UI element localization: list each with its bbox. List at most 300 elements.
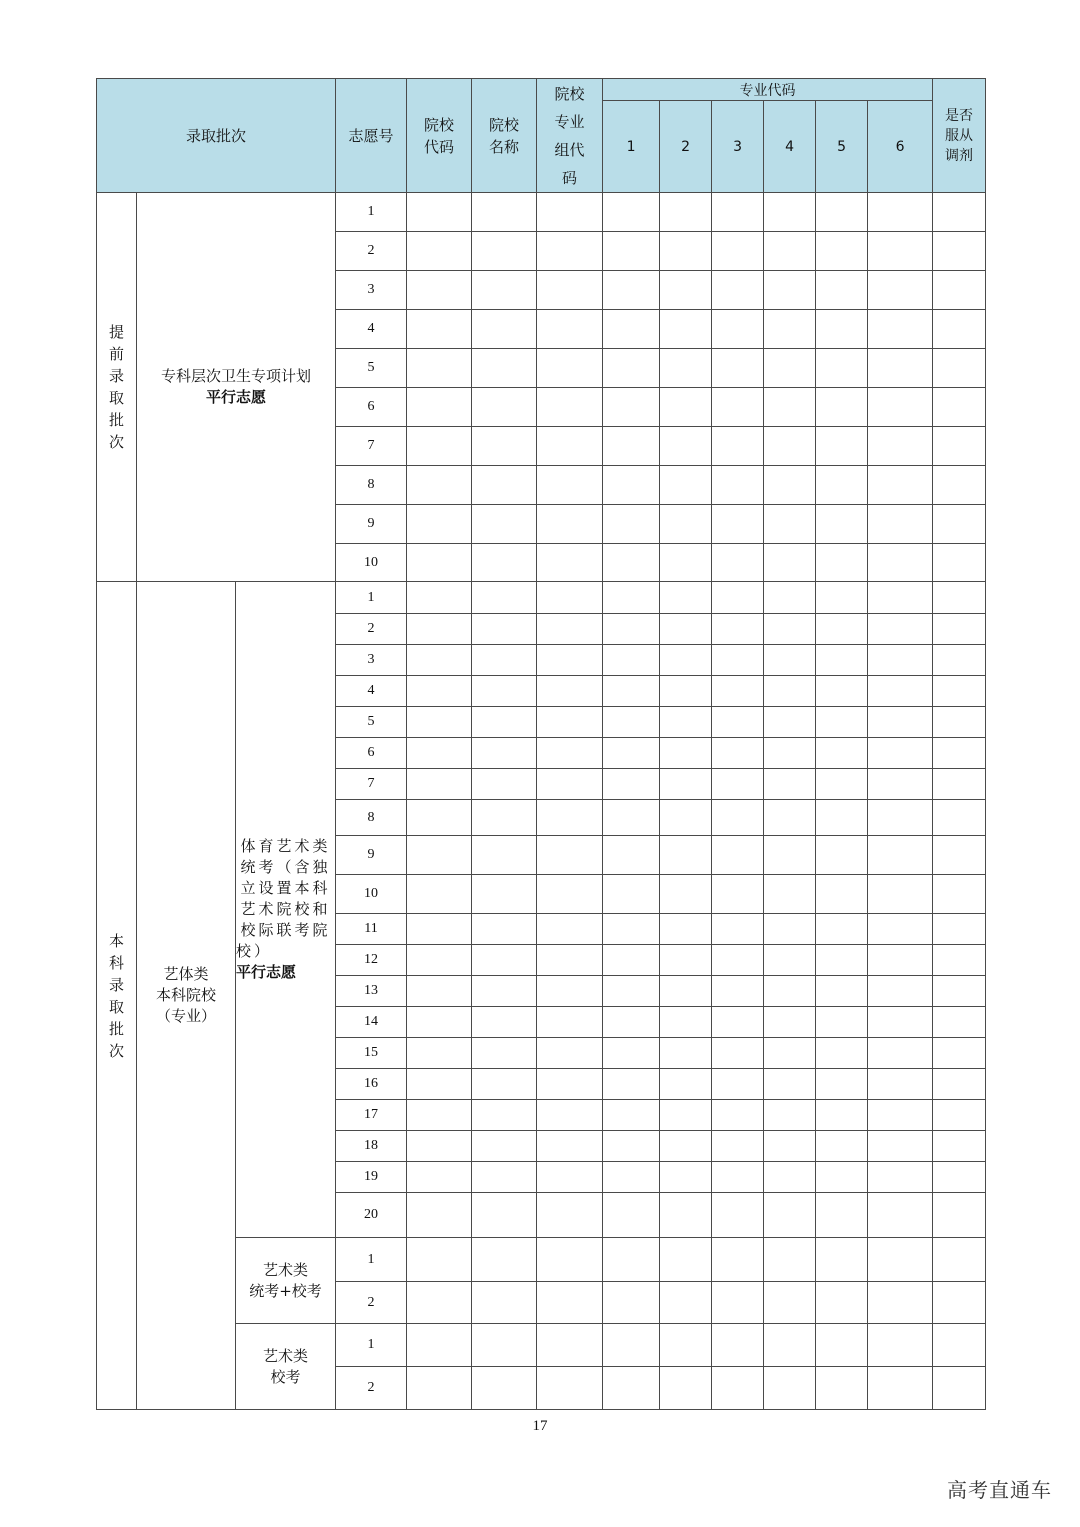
input-cell[interactable] [660, 310, 712, 349]
input-cell[interactable] [764, 193, 816, 232]
input-cell[interactable] [603, 232, 660, 271]
input-cell[interactable] [537, 193, 603, 232]
input-cell[interactable] [712, 1282, 764, 1324]
input-cell[interactable] [603, 505, 660, 544]
input-cell[interactable] [407, 738, 472, 769]
input-cell[interactable] [764, 505, 816, 544]
input-cell[interactable] [712, 1162, 764, 1193]
input-cell[interactable] [868, 1367, 933, 1410]
input-cell[interactable] [537, 914, 603, 945]
input-cell[interactable] [712, 1131, 764, 1162]
input-cell[interactable] [764, 914, 816, 945]
input-cell[interactable] [603, 875, 660, 914]
input-cell[interactable] [868, 645, 933, 676]
input-cell[interactable] [537, 707, 603, 738]
input-cell[interactable] [816, 676, 868, 707]
input-cell[interactable] [933, 1282, 986, 1324]
input-cell[interactable] [407, 945, 472, 976]
input-cell[interactable] [816, 1069, 868, 1100]
input-cell[interactable] [537, 271, 603, 310]
input-cell[interactable] [603, 1007, 660, 1038]
input-cell[interactable] [603, 645, 660, 676]
input-cell[interactable] [933, 427, 986, 466]
input-cell[interactable] [603, 1100, 660, 1131]
input-cell[interactable] [472, 388, 537, 427]
input-cell[interactable] [764, 614, 816, 645]
input-cell[interactable] [660, 271, 712, 310]
input-cell[interactable] [407, 1038, 472, 1069]
input-cell[interactable] [537, 676, 603, 707]
input-cell[interactable] [816, 738, 868, 769]
input-cell[interactable] [603, 1069, 660, 1100]
input-cell[interactable] [660, 1324, 712, 1367]
input-cell[interactable] [472, 836, 537, 875]
input-cell[interactable] [407, 1324, 472, 1367]
input-cell[interactable] [712, 836, 764, 875]
input-cell[interactable] [816, 1131, 868, 1162]
input-cell[interactable] [603, 349, 660, 388]
input-cell[interactable] [933, 1069, 986, 1100]
input-cell[interactable] [603, 836, 660, 875]
input-cell[interactable] [816, 1324, 868, 1367]
input-cell[interactable] [933, 582, 986, 614]
input-cell[interactable] [472, 505, 537, 544]
input-cell[interactable] [472, 232, 537, 271]
input-cell[interactable] [472, 1162, 537, 1193]
input-cell[interactable] [407, 388, 472, 427]
input-cell[interactable] [660, 1100, 712, 1131]
input-cell[interactable] [868, 769, 933, 800]
input-cell[interactable] [933, 914, 986, 945]
input-cell[interactable] [712, 544, 764, 582]
input-cell[interactable] [660, 1007, 712, 1038]
input-cell[interactable] [933, 544, 986, 582]
input-cell[interactable] [816, 614, 868, 645]
input-cell[interactable] [816, 1238, 868, 1282]
input-cell[interactable] [407, 1131, 472, 1162]
input-cell[interactable] [660, 1238, 712, 1282]
input-cell[interactable] [603, 427, 660, 466]
input-cell[interactable] [764, 738, 816, 769]
input-cell[interactable] [603, 1193, 660, 1238]
input-cell[interactable] [764, 1282, 816, 1324]
input-cell[interactable] [816, 1162, 868, 1193]
input-cell[interactable] [472, 976, 537, 1007]
input-cell[interactable] [868, 232, 933, 271]
input-cell[interactable] [868, 836, 933, 875]
input-cell[interactable] [712, 676, 764, 707]
input-cell[interactable] [407, 976, 472, 1007]
input-cell[interactable] [537, 1162, 603, 1193]
input-cell[interactable] [712, 614, 764, 645]
input-cell[interactable] [868, 1324, 933, 1367]
input-cell[interactable] [537, 427, 603, 466]
input-cell[interactable] [660, 193, 712, 232]
input-cell[interactable] [764, 875, 816, 914]
input-cell[interactable] [472, 738, 537, 769]
input-cell[interactable] [537, 614, 603, 645]
input-cell[interactable] [660, 945, 712, 976]
input-cell[interactable] [712, 769, 764, 800]
input-cell[interactable] [472, 1100, 537, 1131]
input-cell[interactable] [933, 193, 986, 232]
input-cell[interactable] [472, 271, 537, 310]
input-cell[interactable] [764, 349, 816, 388]
input-cell[interactable] [764, 582, 816, 614]
input-cell[interactable] [712, 505, 764, 544]
input-cell[interactable] [407, 769, 472, 800]
input-cell[interactable] [712, 738, 764, 769]
input-cell[interactable] [868, 427, 933, 466]
input-cell[interactable] [603, 800, 660, 836]
input-cell[interactable] [933, 800, 986, 836]
input-cell[interactable] [407, 193, 472, 232]
input-cell[interactable] [816, 1038, 868, 1069]
input-cell[interactable] [933, 310, 986, 349]
input-cell[interactable] [603, 582, 660, 614]
input-cell[interactable] [660, 800, 712, 836]
input-cell[interactable] [407, 1162, 472, 1193]
input-cell[interactable] [816, 645, 868, 676]
input-cell[interactable] [603, 614, 660, 645]
input-cell[interactable] [816, 582, 868, 614]
input-cell[interactable] [407, 232, 472, 271]
input-cell[interactable] [603, 914, 660, 945]
input-cell[interactable] [712, 1238, 764, 1282]
input-cell[interactable] [537, 945, 603, 976]
input-cell[interactable] [537, 1131, 603, 1162]
input-cell[interactable] [603, 1131, 660, 1162]
input-cell[interactable] [868, 271, 933, 310]
input-cell[interactable] [603, 271, 660, 310]
input-cell[interactable] [933, 232, 986, 271]
input-cell[interactable] [472, 1282, 537, 1324]
input-cell[interactable] [407, 645, 472, 676]
input-cell[interactable] [712, 193, 764, 232]
input-cell[interactable] [712, 1193, 764, 1238]
input-cell[interactable] [816, 271, 868, 310]
input-cell[interactable] [933, 1238, 986, 1282]
input-cell[interactable] [407, 707, 472, 738]
input-cell[interactable] [472, 1038, 537, 1069]
input-cell[interactable] [603, 544, 660, 582]
input-cell[interactable] [764, 945, 816, 976]
input-cell[interactable] [816, 427, 868, 466]
input-cell[interactable] [764, 769, 816, 800]
input-cell[interactable] [537, 349, 603, 388]
input-cell[interactable] [407, 800, 472, 836]
input-cell[interactable] [472, 1193, 537, 1238]
input-cell[interactable] [537, 769, 603, 800]
input-cell[interactable] [712, 582, 764, 614]
input-cell[interactable] [603, 466, 660, 505]
input-cell[interactable] [868, 1069, 933, 1100]
input-cell[interactable] [537, 505, 603, 544]
input-cell[interactable] [816, 914, 868, 945]
input-cell[interactable] [537, 388, 603, 427]
input-cell[interactable] [603, 1324, 660, 1367]
input-cell[interactable] [660, 645, 712, 676]
input-cell[interactable] [537, 582, 603, 614]
input-cell[interactable] [712, 645, 764, 676]
input-cell[interactable] [933, 738, 986, 769]
input-cell[interactable] [933, 1324, 986, 1367]
input-cell[interactable] [472, 1069, 537, 1100]
input-cell[interactable] [603, 976, 660, 1007]
input-cell[interactable] [933, 707, 986, 738]
input-cell[interactable] [660, 836, 712, 875]
input-cell[interactable] [816, 1193, 868, 1238]
input-cell[interactable] [712, 1069, 764, 1100]
input-cell[interactable] [472, 707, 537, 738]
input-cell[interactable] [472, 914, 537, 945]
input-cell[interactable] [472, 1131, 537, 1162]
input-cell[interactable] [712, 388, 764, 427]
input-cell[interactable] [660, 676, 712, 707]
input-cell[interactable] [933, 388, 986, 427]
input-cell[interactable] [407, 1100, 472, 1131]
input-cell[interactable] [868, 1100, 933, 1131]
input-cell[interactable] [868, 1193, 933, 1238]
input-cell[interactable] [472, 676, 537, 707]
input-cell[interactable] [933, 349, 986, 388]
input-cell[interactable] [816, 836, 868, 875]
input-cell[interactable] [603, 193, 660, 232]
input-cell[interactable] [933, 645, 986, 676]
input-cell[interactable] [472, 544, 537, 582]
input-cell[interactable] [868, 505, 933, 544]
input-cell[interactable] [816, 1100, 868, 1131]
input-cell[interactable] [537, 836, 603, 875]
input-cell[interactable] [764, 976, 816, 1007]
input-cell[interactable] [603, 1038, 660, 1069]
input-cell[interactable] [472, 427, 537, 466]
input-cell[interactable] [868, 976, 933, 1007]
input-cell[interactable] [933, 271, 986, 310]
input-cell[interactable] [933, 1131, 986, 1162]
input-cell[interactable] [816, 544, 868, 582]
input-cell[interactable] [660, 427, 712, 466]
input-cell[interactable] [660, 707, 712, 738]
input-cell[interactable] [472, 349, 537, 388]
input-cell[interactable] [764, 466, 816, 505]
input-cell[interactable] [712, 466, 764, 505]
input-cell[interactable] [764, 645, 816, 676]
input-cell[interactable] [816, 945, 868, 976]
input-cell[interactable] [868, 914, 933, 945]
input-cell[interactable] [537, 310, 603, 349]
input-cell[interactable] [603, 1238, 660, 1282]
input-cell[interactable] [407, 914, 472, 945]
input-cell[interactable] [816, 800, 868, 836]
input-cell[interactable] [537, 875, 603, 914]
input-cell[interactable] [537, 1100, 603, 1131]
input-cell[interactable] [816, 388, 868, 427]
input-cell[interactable] [933, 1367, 986, 1410]
input-cell[interactable] [472, 1367, 537, 1410]
input-cell[interactable] [764, 427, 816, 466]
input-cell[interactable] [537, 1007, 603, 1038]
input-cell[interactable] [764, 1038, 816, 1069]
input-cell[interactable] [933, 769, 986, 800]
input-cell[interactable] [712, 945, 764, 976]
input-cell[interactable] [712, 1038, 764, 1069]
input-cell[interactable] [712, 914, 764, 945]
input-cell[interactable] [472, 1238, 537, 1282]
input-cell[interactable] [660, 388, 712, 427]
input-cell[interactable] [537, 1324, 603, 1367]
input-cell[interactable] [764, 1324, 816, 1367]
input-cell[interactable] [472, 800, 537, 836]
input-cell[interactable] [537, 800, 603, 836]
input-cell[interactable] [537, 1038, 603, 1069]
input-cell[interactable] [660, 1038, 712, 1069]
input-cell[interactable] [407, 1367, 472, 1410]
input-cell[interactable] [764, 1007, 816, 1038]
input-cell[interactable] [868, 945, 933, 976]
input-cell[interactable] [603, 769, 660, 800]
input-cell[interactable] [933, 1007, 986, 1038]
input-cell[interactable] [407, 349, 472, 388]
input-cell[interactable] [660, 466, 712, 505]
input-cell[interactable] [660, 1282, 712, 1324]
input-cell[interactable] [933, 505, 986, 544]
input-cell[interactable] [603, 310, 660, 349]
input-cell[interactable] [933, 1100, 986, 1131]
input-cell[interactable] [933, 676, 986, 707]
input-cell[interactable] [816, 1367, 868, 1410]
input-cell[interactable] [764, 1367, 816, 1410]
input-cell[interactable] [764, 1162, 816, 1193]
input-cell[interactable] [933, 836, 986, 875]
input-cell[interactable] [407, 505, 472, 544]
input-cell[interactable] [660, 738, 712, 769]
input-cell[interactable] [660, 505, 712, 544]
input-cell[interactable] [868, 1238, 933, 1282]
input-cell[interactable] [660, 875, 712, 914]
input-cell[interactable] [603, 676, 660, 707]
input-cell[interactable] [603, 945, 660, 976]
input-cell[interactable] [764, 310, 816, 349]
input-cell[interactable] [712, 1324, 764, 1367]
input-cell[interactable] [603, 388, 660, 427]
input-cell[interactable] [407, 310, 472, 349]
input-cell[interactable] [472, 875, 537, 914]
input-cell[interactable] [660, 544, 712, 582]
input-cell[interactable] [660, 349, 712, 388]
input-cell[interactable] [537, 1238, 603, 1282]
input-cell[interactable] [407, 1193, 472, 1238]
input-cell[interactable] [660, 976, 712, 1007]
input-cell[interactable] [472, 645, 537, 676]
input-cell[interactable] [603, 738, 660, 769]
input-cell[interactable] [933, 466, 986, 505]
input-cell[interactable] [764, 1193, 816, 1238]
input-cell[interactable] [407, 1238, 472, 1282]
input-cell[interactable] [472, 582, 537, 614]
input-cell[interactable] [868, 707, 933, 738]
input-cell[interactable] [764, 1238, 816, 1282]
input-cell[interactable] [816, 1282, 868, 1324]
input-cell[interactable] [933, 945, 986, 976]
input-cell[interactable] [712, 976, 764, 1007]
input-cell[interactable] [816, 875, 868, 914]
input-cell[interactable] [712, 1367, 764, 1410]
input-cell[interactable] [472, 466, 537, 505]
input-cell[interactable] [764, 232, 816, 271]
input-cell[interactable] [472, 310, 537, 349]
input-cell[interactable] [712, 232, 764, 271]
input-cell[interactable] [660, 232, 712, 271]
input-cell[interactable] [537, 1069, 603, 1100]
input-cell[interactable] [603, 1367, 660, 1410]
input-cell[interactable] [660, 1367, 712, 1410]
input-cell[interactable] [407, 1282, 472, 1324]
input-cell[interactable] [868, 614, 933, 645]
input-cell[interactable] [407, 582, 472, 614]
input-cell[interactable] [764, 544, 816, 582]
input-cell[interactable] [816, 193, 868, 232]
input-cell[interactable] [712, 271, 764, 310]
input-cell[interactable] [537, 1193, 603, 1238]
input-cell[interactable] [868, 349, 933, 388]
input-cell[interactable] [660, 1131, 712, 1162]
input-cell[interactable] [660, 1162, 712, 1193]
input-cell[interactable] [816, 769, 868, 800]
input-cell[interactable] [868, 1038, 933, 1069]
input-cell[interactable] [472, 945, 537, 976]
input-cell[interactable] [407, 466, 472, 505]
input-cell[interactable] [868, 1162, 933, 1193]
input-cell[interactable] [764, 388, 816, 427]
input-cell[interactable] [603, 1282, 660, 1324]
input-cell[interactable] [933, 976, 986, 1007]
input-cell[interactable] [472, 614, 537, 645]
input-cell[interactable] [764, 1131, 816, 1162]
input-cell[interactable] [407, 875, 472, 914]
input-cell[interactable] [868, 875, 933, 914]
input-cell[interactable] [816, 349, 868, 388]
input-cell[interactable] [933, 1038, 986, 1069]
input-cell[interactable] [660, 914, 712, 945]
input-cell[interactable] [660, 582, 712, 614]
input-cell[interactable] [407, 544, 472, 582]
input-cell[interactable] [407, 676, 472, 707]
input-cell[interactable] [868, 310, 933, 349]
input-cell[interactable] [868, 1282, 933, 1324]
input-cell[interactable] [816, 707, 868, 738]
input-cell[interactable] [603, 707, 660, 738]
input-cell[interactable] [764, 1100, 816, 1131]
input-cell[interactable] [764, 271, 816, 310]
input-cell[interactable] [537, 232, 603, 271]
input-cell[interactable] [816, 505, 868, 544]
input-cell[interactable] [660, 1069, 712, 1100]
input-cell[interactable] [933, 1193, 986, 1238]
input-cell[interactable] [933, 1162, 986, 1193]
input-cell[interactable] [868, 800, 933, 836]
input-cell[interactable] [712, 1007, 764, 1038]
input-cell[interactable] [868, 676, 933, 707]
input-cell[interactable] [712, 349, 764, 388]
input-cell[interactable] [816, 1007, 868, 1038]
input-cell[interactable] [603, 1162, 660, 1193]
input-cell[interactable] [660, 1193, 712, 1238]
input-cell[interactable] [407, 271, 472, 310]
input-cell[interactable] [472, 1007, 537, 1038]
input-cell[interactable] [816, 310, 868, 349]
input-cell[interactable] [764, 1069, 816, 1100]
